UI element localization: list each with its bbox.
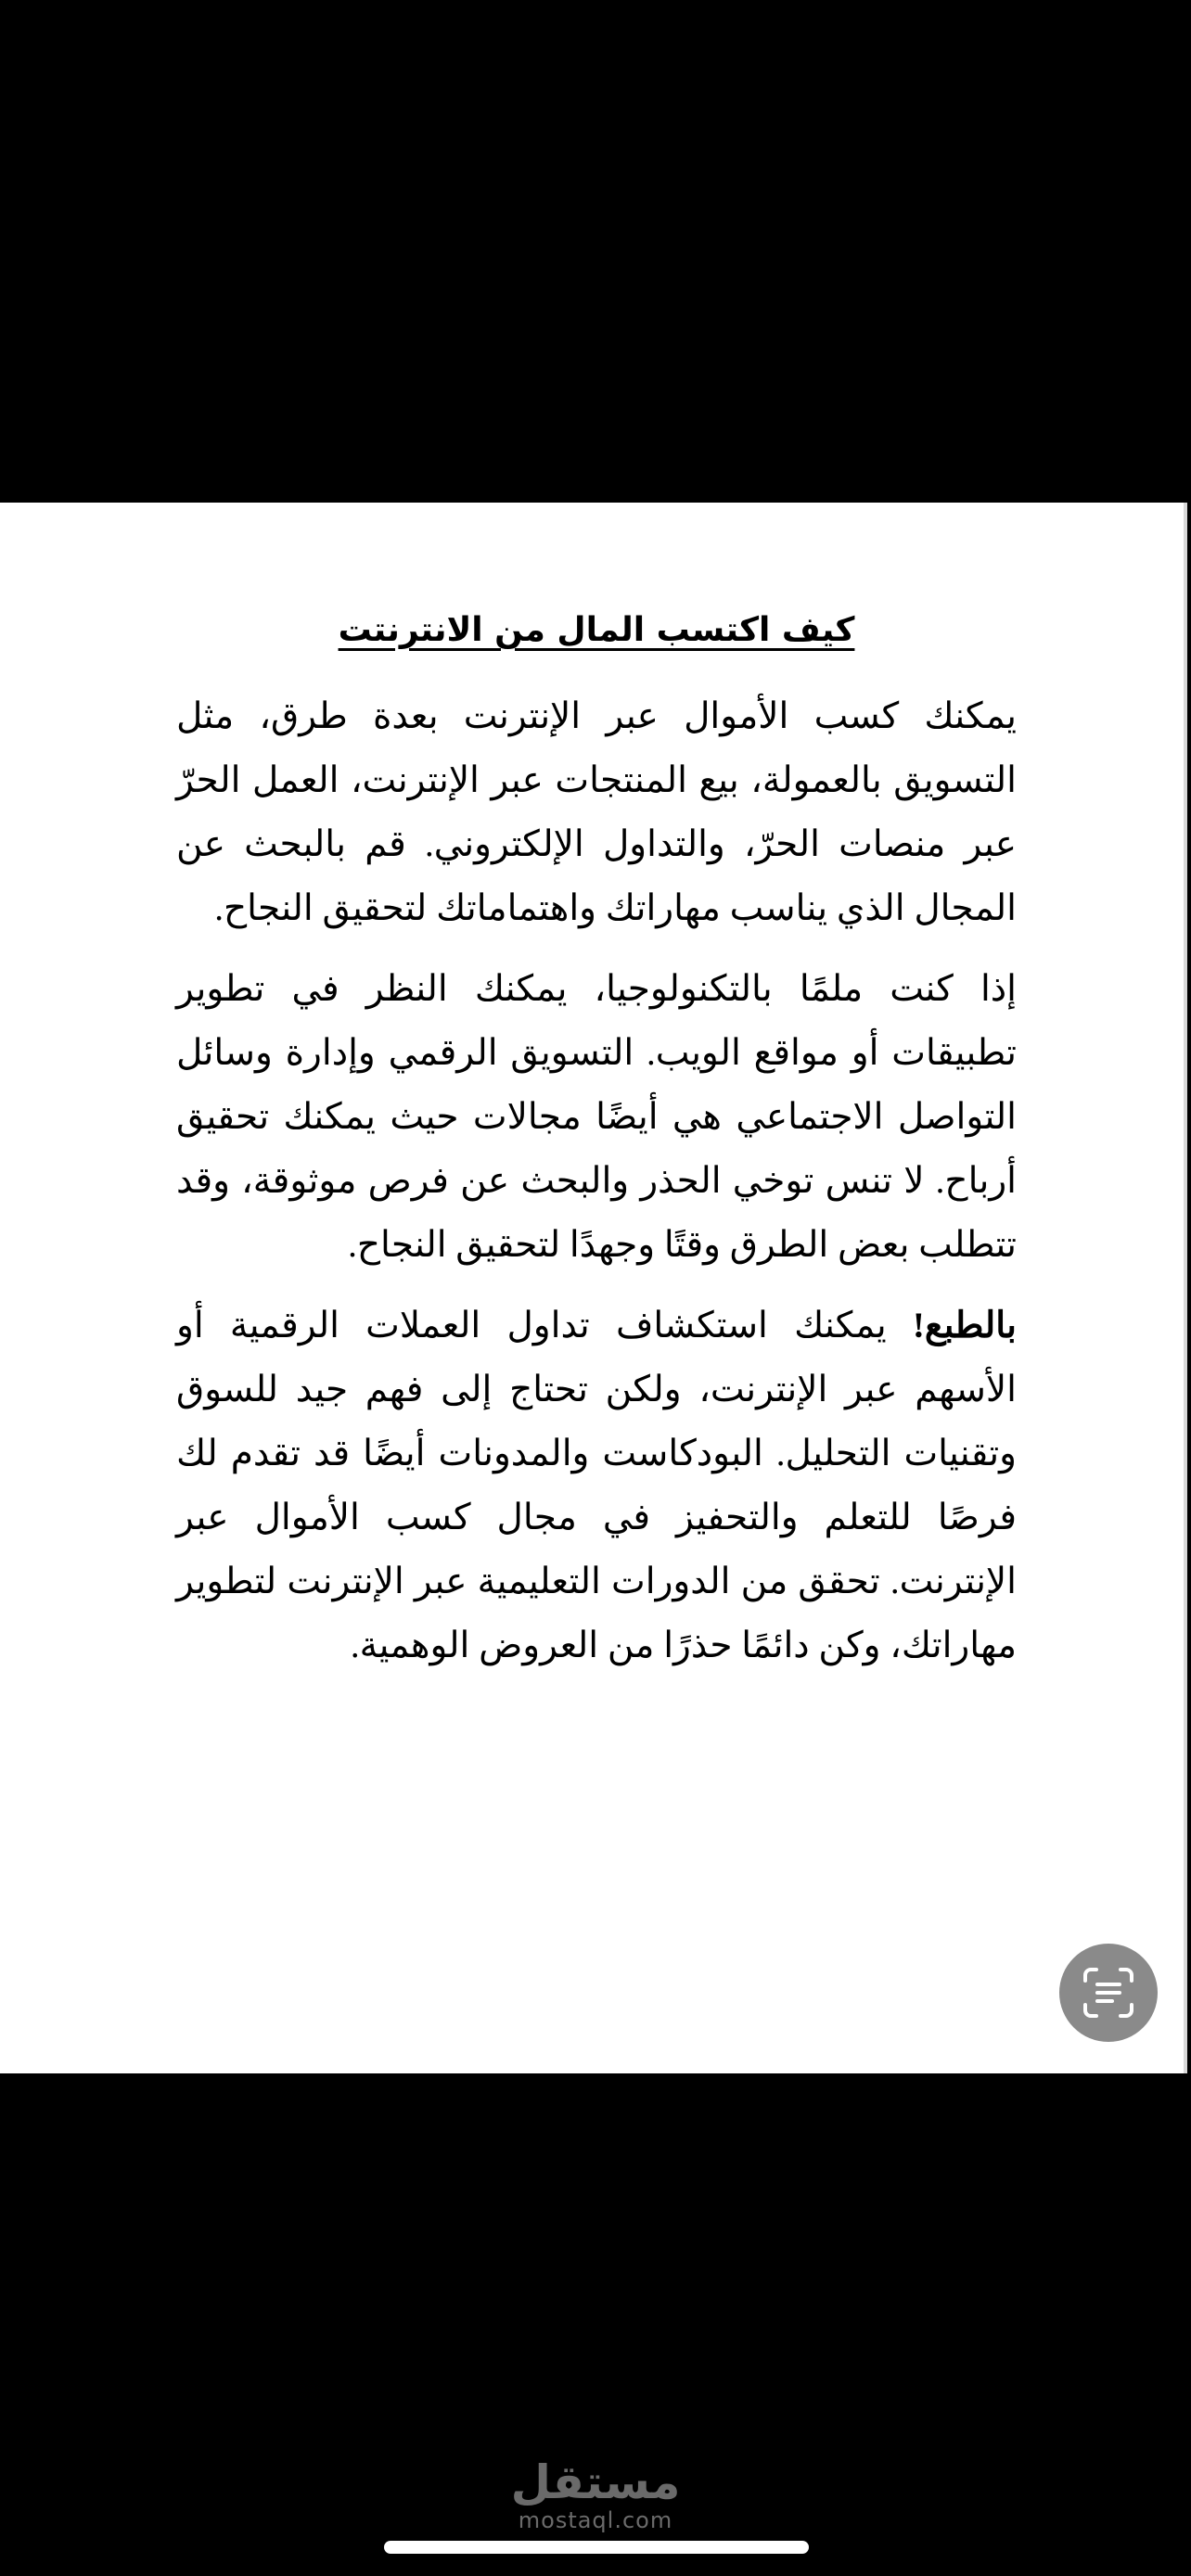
watermark-domain: mostaql.com <box>518 2507 673 2533</box>
top-black-area <box>0 0 1191 503</box>
home-indicator[interactable] <box>384 2541 809 2554</box>
paragraph-3-lead: بالطبع! <box>912 1306 1017 1345</box>
watermark-logo: مستقل <box>510 2455 681 2509</box>
watermark <box>0 2457 1191 2533</box>
live-text-scan-button[interactable] <box>1059 1944 1158 2042</box>
live-text-scan-icon <box>1082 1966 1135 2020</box>
paragraph-3-text: يمكنك استكشاف تداول العملات الرقمية أو الأسهم عبر الإنترنت، ولكن تحتاج إلى فهم جيد للسوق وتقنيات التحليل. البودكاست والمدونات أيضًا قد تقدم لك فرصًا للتعلم والتحفيز في مجال كسب الأموال عبر الإنترنت. تحقق من الدورات التعليمية عبر الإنترنت لتطوير مهاراتك، وكن دائمًا حذرًا من العروض الوهمية. <box>176 1306 1017 1665</box>
paragraph-3 <box>176 1294 1017 1677</box>
paragraph-1: يمكنك كسب الأموال عبر الإنترنت بعدة طرق، مثل التسويق بالعمولة، بيع المنتجات عبر الإنترنت، العمل الحرّ عبر منصات الحرّ، والتداول الإلكتروني. قم بالبحث عن المجال الذي يناسب مهاراتك واهتماماتك لتحقيق النجاح. <box>176 696 1017 928</box>
document-title: كيف اكتسب المال من الانترنتت <box>338 611 855 649</box>
document-page <box>0 503 1187 2073</box>
document-body <box>176 603 1017 1694</box>
paragraph-2: إذا كنت ملمًا بالتكنولوجيا، يمكنك النظر في تطوير تطبيقات أو مواقع الويب. التسويق الرقمي وإدارة وسائل التواصل الاجتماعي هي أيضًا مجالات حيث يمكنك تحقيق أرباح. لا تنس توخي الحذر والبحث عن فرص موثوقة، وقد تتطلب بعض الطرق وقتًا وجهدًا لتحقيق النجاح. <box>176 969 1017 1265</box>
